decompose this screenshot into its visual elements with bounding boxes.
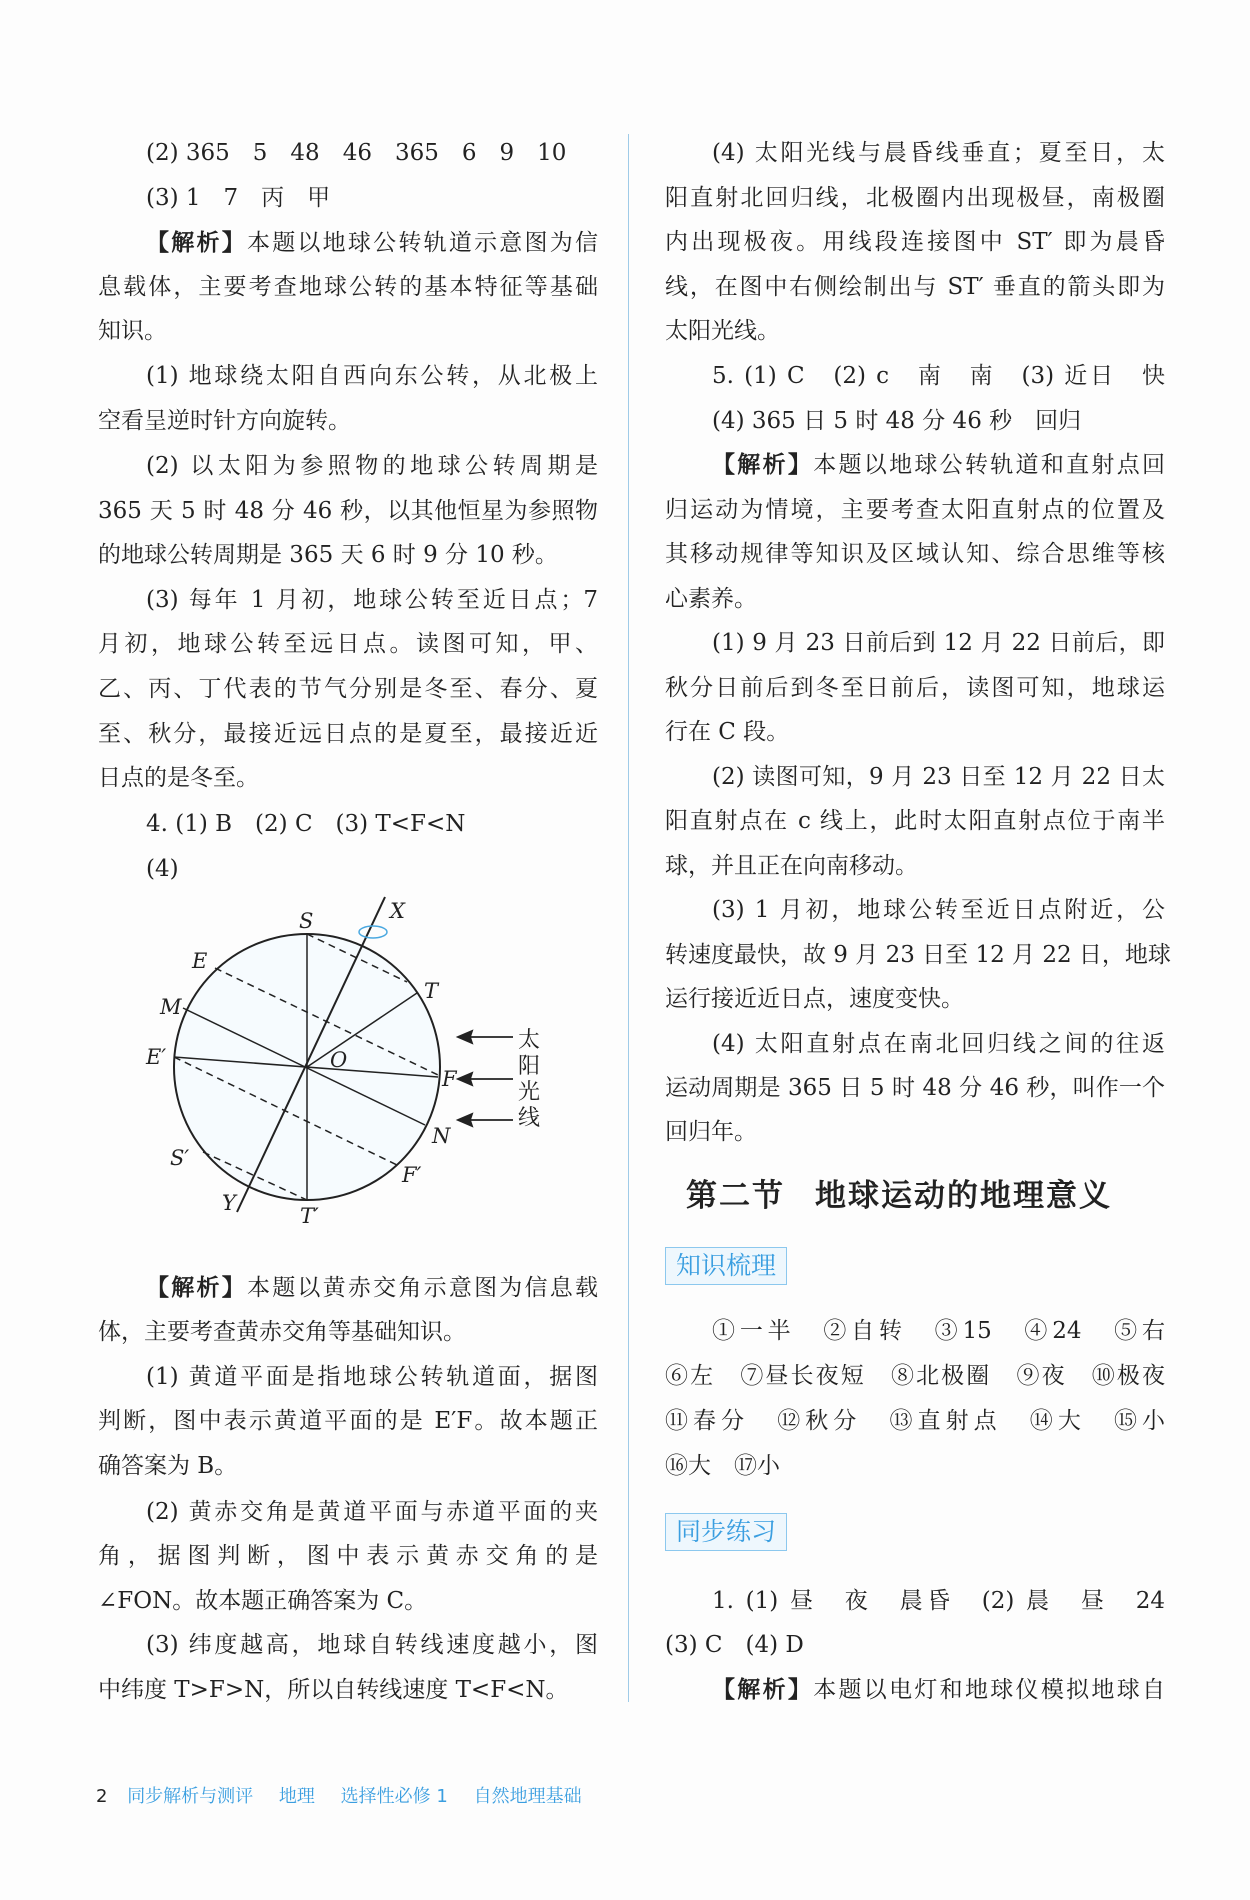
label-E: E [192,949,208,973]
text-line [712,1311,1165,1351]
label-T1: T′ [300,1204,319,1228]
line-text: 空看呈逆时针方向旋转。 [98,407,351,434]
line-text: 365 天 5 时 48 分 46 秒，以其他恒星为参照物 [98,498,598,525]
text-line [665,1356,1165,1396]
text-line [665,534,1165,574]
text-line [665,979,1165,1019]
text-line [665,1446,1165,1486]
text-line [665,579,1165,619]
text-line [98,1401,598,1441]
line-text: (4) 太阳直射点在南北回归线之间的往返 [712,1031,1165,1058]
text-line [665,1625,1165,1665]
text-line [146,1492,598,1532]
line-text: 运行接近近日点，速度变快。 [665,986,964,1013]
arrow-icon [458,1114,472,1126]
line-text: (4) 太阳光线与晨昏线垂直；夏至日，太 [712,139,1165,166]
text-line [665,935,1171,975]
rotation-arrow-icon [359,926,387,938]
text-line [712,623,1165,663]
line-text: (1) 地球绕太阳自西向东公转，从北极上 [146,362,598,389]
analysis-label: 【解析】 [146,1275,247,1302]
line-text: (3) 纬度越高，地球自转线速度越小，图 [146,1631,598,1658]
practice-box-label: 同步练习 [665,1513,787,1551]
line-text: 5. (1) C (2) c 南 南 (3) 近日 快 [712,362,1165,389]
text-line [98,1536,598,1576]
text-line [665,222,1165,262]
sunlight-label: 光 [518,1080,541,1105]
text-line [146,1268,598,1308]
line-text: 本题以地球公转轨道示意图为信 [246,229,599,256]
text-line [665,311,1165,351]
footer-book-title: 同步解析与测评 [127,1786,254,1807]
line-text: ⑪春分 ⑫秋分 ⑬直射点 ⑭大 ⑮小 [665,1408,1165,1435]
label-S1: S′ [170,1146,190,1170]
line-text: 至、秋分，最接近远日点的是夏至，最接近近 [98,721,598,748]
line-text: 太阳光线。 [665,317,780,344]
line-text: ⑯大 ⑰小 [665,1453,780,1480]
text-line [712,1670,1165,1710]
line-text: 秋分日前后到冬至日前后，读图可知，地球运 [665,675,1165,702]
label-S: S [299,909,314,933]
text-line [665,267,1165,307]
line-text: 月初，地球公转至远日点。读图可知，甲、 [98,631,598,658]
text-line [712,356,1165,396]
footer-volume: 选择性必修 1 [340,1786,448,1807]
text-line [712,401,1165,441]
line-text: (3) C (4) D [665,1631,804,1658]
text-line [665,1068,1165,1108]
text-line [98,1312,598,1352]
text-line [665,490,1165,530]
line-text: 转速度最快，故 9 月 23 日至 12 月 22 日，地球 [665,942,1171,969]
label-F: F [442,1067,457,1091]
line-text: 行在 C 段。 [665,719,790,745]
line-text: 中纬度 T>F>N，所以自转线速度 T<F<N。 [98,1676,569,1703]
line-text: 体，主要考查黄赤交角等基础知识。 [98,1319,466,1346]
line-text: ⑥左 ⑦昼长夜短 ⑧北极圈 ⑨夜 ⑩极夜 [665,1363,1165,1390]
text-line [98,1446,598,1486]
line-text: 知识。 [98,317,167,344]
label-M: M [160,995,182,1019]
analysis-label: 【解析】 [712,451,814,478]
line-text: 回归年。 [665,1119,757,1146]
line-text: 的地球公转周期是 365 天 6 时 9 分 10 秒。 [98,542,558,569]
label-X: X [390,899,405,923]
label-O: O [330,1048,348,1072]
page-number: 2 [96,1786,108,1807]
line-text: 日点的是冬至。 [98,765,259,792]
line-text: 4. (1) B (2) C (3) T<F<N [146,810,466,837]
page-footer [96,1782,602,1808]
text-line [665,712,1165,752]
line-text: (3) 每年 1 月初，地球公转至近日点；7 [146,587,598,614]
line-text: 阳直射北回归线，北极圈内出现极昼，南极圈 [665,184,1165,211]
text-line [712,133,1165,173]
text-line [665,846,1165,886]
line-text: 线，在图中右侧绘制出与 ST′ 垂直的箭头即为 [665,273,1165,300]
line-text: 确答案为 B。 [98,1453,238,1480]
sunlight-label: 太 [518,1028,541,1053]
line-text: 息载体，主要考查地球公转的基本特征等基础 [98,273,598,300]
text-line [665,1112,1165,1152]
line-text: 判断，图中表示黄道平面的是 E′F。故本题正 [98,1408,598,1435]
line-text: 其移动规律等知识及区域认知、综合思维等核 [665,540,1165,567]
line-text: 本题以电灯和地球仪模拟地球自 [813,1676,1166,1703]
arrow-icon [458,1031,472,1043]
analysis-label: 【解析】 [712,1676,814,1703]
sunlight-label: 线 [518,1106,541,1131]
text-line [712,445,1165,485]
text-line [665,801,1165,841]
line-text: 心素养。 [665,586,757,613]
line-text: (4) 365 日 5 时 48 分 46 秒 回归 [712,407,1082,434]
text-line [146,1625,598,1665]
line-text: 归运动为情境，主要考查太阳直射点的位置及 [665,496,1165,523]
line-text: (1) 9 月 23 日前后到 12 月 22 日前后，即 [712,629,1165,656]
line-text: ∠FON。故本题正确答案为 C。 [98,1587,428,1614]
knowledge-box-label: 知识梳理 [665,1247,787,1285]
line-text: (2) 读图可知，9 月 23 日至 12 月 22 日太 [712,764,1165,791]
label-T: T [424,979,439,1003]
text-line [98,1670,598,1710]
ecliptic-obliquity-figure [0,0,640,1260]
line-text: 阳直射点在 c 线上，此时太阳直射点位于南半 [665,808,1165,835]
label-N: N [432,1124,451,1148]
line-text: (3) 1 7 丙 甲 [146,184,331,211]
footer-topic: 自然地理基础 [473,1786,582,1807]
line-text: 角，据图判断，图中表示黄赤交角的是 [98,1542,598,1569]
label-F1: F′ [402,1163,422,1187]
line-text: 乙、丙、丁代表的节气分别是冬至、春分、夏 [98,676,598,703]
line-text: (3) 1 月初，地球公转至近日点附近，公 [712,897,1165,924]
line-text: 内出现极夜。用线段连接图中 ST′ 即为晨昏 [665,228,1165,255]
line-text: (2) 黄赤交角是黄道平面与赤道平面的夹 [146,1498,598,1525]
line-text: 运动周期是 365 日 5 时 48 分 46 秒，叫作一个 [665,1075,1165,1102]
line-text: 本题以黄赤交角示意图为信息载 [246,1275,599,1302]
text-line [712,1581,1165,1621]
text-line [665,178,1165,218]
line-text: (2) 365 5 48 46 365 6 9 10 [146,139,567,166]
text-line [712,890,1165,930]
text-line [146,1357,598,1397]
line-text: 球，并且正在向南移动。 [665,853,918,880]
section-title [686,1170,1112,1215]
line-text: (4) [146,855,179,882]
line-text: ①一半 ②自转 ③15 ④24 ⑤右 [712,1318,1165,1345]
sunlight-label: 阳 [518,1054,541,1079]
text-line [665,1401,1165,1441]
line-text: (2) 以太阳为参照物的地球公转周期是 [146,453,598,480]
section-name: 地球运动的地理意义 [815,1178,1112,1214]
section-number: 第二节 [686,1178,785,1214]
label-Y: Y [222,1191,236,1215]
footer-subject: 地理 [278,1786,315,1807]
line-text: 1. (1) 昼 夜 晨昏 (2) 晨 昼 24 [712,1587,1165,1614]
text-line [712,757,1165,797]
text-line [712,1024,1165,1064]
text-line [665,668,1165,708]
arrow-icon [458,1073,472,1085]
line-text: 本题以地球公转轨道和直射点回 [813,451,1166,478]
label-E1: E′ [146,1045,167,1069]
text-line [98,1581,598,1621]
line-text: (1) 黄道平面是指地球公转轨道面，据图 [146,1364,598,1391]
analysis-label: 【解析】 [146,229,247,256]
